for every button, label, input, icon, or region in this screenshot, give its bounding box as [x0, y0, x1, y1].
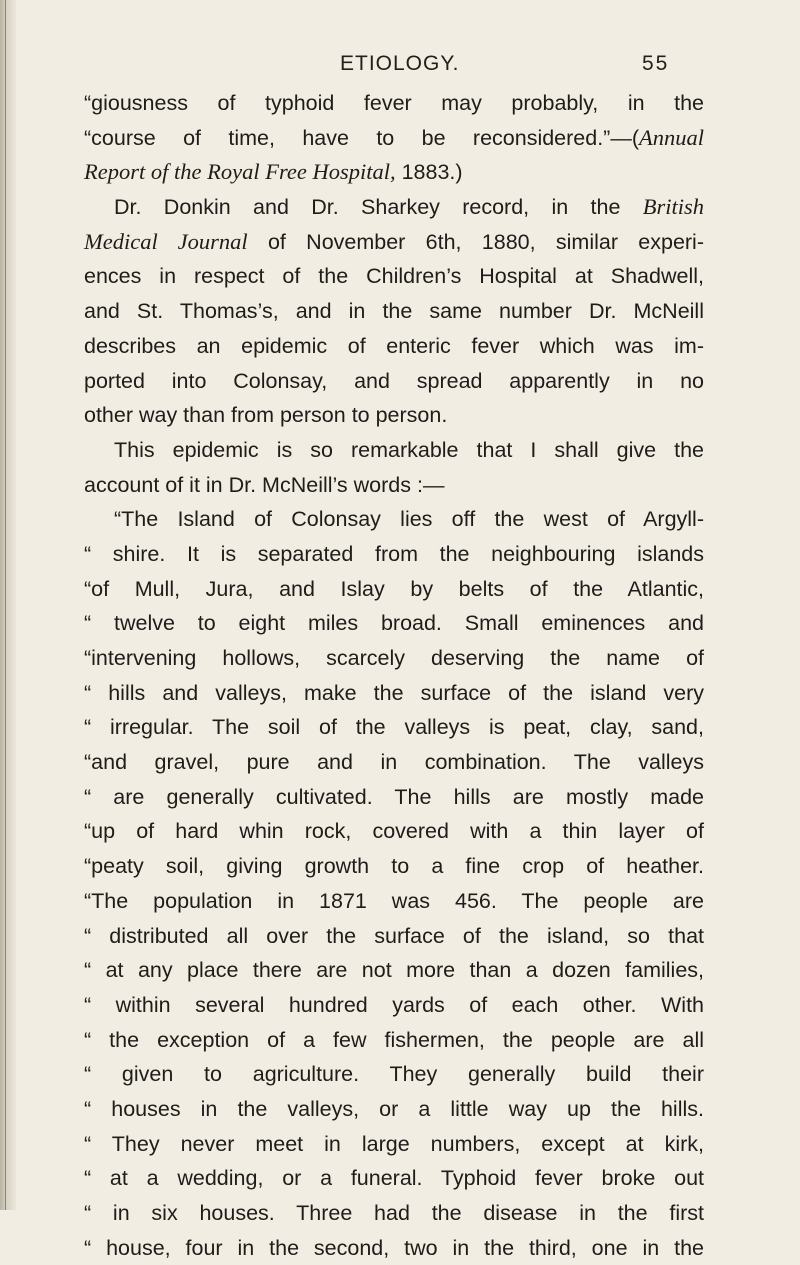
text-line [84, 780, 704, 815]
text-line [84, 1231, 704, 1265]
running-title: ETIOLOGY. [340, 52, 460, 75]
line-text: “ distributed all over the surface of the island, so that [84, 923, 704, 948]
line-italic-text: Annual [639, 124, 704, 150]
line-text: “ They never meet in large numbers, except at kirk, [84, 1131, 704, 1156]
line-text: “The population in 1871 was 456. The people are [84, 888, 704, 913]
line-text: This epidemic is so remarkable that I shall give the [114, 437, 704, 462]
line-text: “ given to agriculture. They generally build their [84, 1062, 704, 1087]
line-text: “ at any place there are not more than a dozen families, [84, 958, 704, 983]
line-text: “ hills and valleys, make the surface of the island very [84, 680, 704, 705]
text-line [84, 849, 704, 884]
text-line [84, 294, 704, 329]
line-text: “ houses in the valleys, or a little way up the hills. [84, 1096, 704, 1121]
text-line [84, 537, 704, 572]
text-line [84, 1057, 704, 1092]
text-line [84, 86, 704, 121]
line-italic-text: Report of the Royal Free Hospital, [84, 159, 396, 185]
line-text: “ twelve to eight miles broad. Small eminences and [84, 611, 704, 636]
line-text: “course of time, have to be reconsidered.”—( [84, 125, 639, 150]
page-number: 55 [642, 52, 670, 75]
line-text: ences in respect of the Children’s Hospital at Shadwell, [84, 264, 704, 289]
text-line [84, 606, 704, 641]
line-text: “ within several hundred yards of each other. With [84, 992, 704, 1017]
line-text: account of it in Dr. McNeill’s words :— [84, 472, 445, 497]
line-italic-text: Medical Journal [84, 228, 248, 254]
page-edge-line [5, 0, 6, 1210]
text-line [84, 190, 704, 225]
line-text: “of Mull, Jura, and Islay by belts of the Atlantic, [84, 576, 704, 601]
line-text: ported into Colonsay, and spread apparently in no [84, 368, 704, 393]
text-line [84, 988, 704, 1023]
text-line [84, 259, 704, 294]
text-line [84, 745, 704, 780]
line-text: “ house, four in the second, two in the third, one in the [84, 1235, 704, 1260]
text-line [84, 225, 704, 260]
line-text: “giousness of typhoid fever may probably, in the [84, 91, 704, 115]
line-text: “up of hard whin rock, covered with a thin layer of [84, 819, 704, 844]
line-text: “ shire. It is separated from the neighbouring islands [84, 541, 704, 566]
text-line [84, 710, 704, 745]
text-line [84, 468, 704, 503]
line-text: “ irregular. The soil of the valleys is peat, clay, sand, [84, 715, 704, 740]
body-text [84, 86, 704, 1265]
text-line [84, 572, 704, 607]
line-text: and St. Thomas’s, and in the same number Dr. McNeill [84, 299, 704, 324]
text-line [84, 1023, 704, 1058]
text-line [84, 919, 704, 954]
text-line [84, 1127, 704, 1162]
text-line [84, 398, 704, 433]
text-line [84, 1092, 704, 1127]
line-italic-text: British [642, 194, 704, 220]
text-line [84, 641, 704, 676]
text-line [84, 121, 704, 156]
text-line [84, 155, 704, 190]
line-text: “ the exception of a few fishermen, the people are all [84, 1027, 704, 1052]
line-text: “ are generally cultivated. The hills are mostly made [84, 784, 704, 809]
line-text: “and gravel, pure and in combination. The valleys [84, 750, 704, 775]
line-text: describes an epidemic of enteric fever which was im- [84, 333, 704, 358]
line-text: Dr. Donkin and Dr. Sharkey record, in the [114, 195, 643, 220]
text-line [84, 329, 704, 364]
running-head [0, 48, 800, 78]
line-text: “The Island of Colonsay lies off the west of Argyll- [114, 507, 704, 532]
line-text: 1883.) [395, 160, 463, 185]
text-line [84, 1161, 704, 1196]
line-text: of November 6th, 1880, similar experi- [247, 229, 704, 254]
text-line [84, 1196, 704, 1231]
text-line [84, 676, 704, 711]
text-line [84, 884, 704, 919]
page-edge [0, 0, 16, 1210]
line-text: “ in six houses. Three had the disease in the first [84, 1201, 704, 1225]
text-line [84, 502, 704, 537]
line-text: “intervening hollows, scarcely deserving the name of [84, 646, 704, 670]
line-text: other way than from person to person. [84, 403, 448, 428]
text-line [84, 953, 704, 988]
text-line [84, 814, 704, 849]
line-text: “ at a wedding, or a funeral. Typhoid fever broke out [84, 1166, 704, 1191]
text-line [84, 364, 704, 399]
text-line [84, 433, 704, 468]
line-text: “peaty soil, giving growth to a fine crop of heather. [84, 854, 704, 879]
